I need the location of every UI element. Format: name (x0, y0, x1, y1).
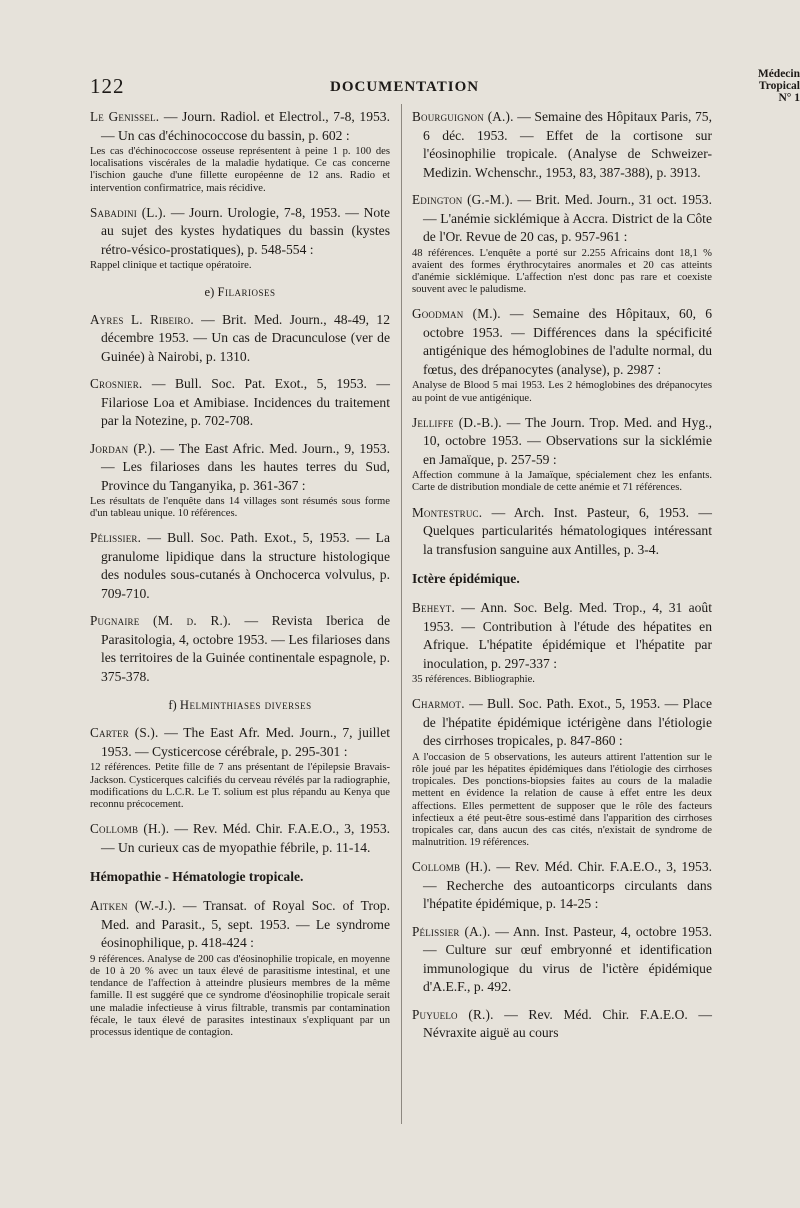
entry-reference: — Rev. Méd. Chir. F.A.E.O. — Névraxite aiguë au cours (423, 1006, 712, 1041)
bibliography-entry (412, 414, 712, 495)
entry-reference: — The Journ. Trop. Med. and Hyg., 10, octobre 1953. — Observations sur la sicklémie en Jamaïque, p. 257-59 : (423, 414, 712, 467)
right-column (412, 108, 712, 1052)
subsection-prefix: f) (168, 698, 180, 713)
entry-abstract: 48 références. L'enquête a porté sur 2.255 Africains dont 18,1 % avaient des formes érythrocytaires anormales et 20 cas atteints d'anémie sicklémique. L'affection n'est donc pas rare et coexiste souvent avec le paludisme. (412, 247, 712, 296)
entry-reference: — Journ. Radiol. et Electrol., 7-8, 1953. — Un cas d'échinococcose du bassin, p. 602 : (101, 109, 390, 143)
entry-author: Sabadini (L.). (90, 204, 167, 220)
entry-reference: — The East Afr. Med. Journ., 7, juillet 1953. — Cysticercose cérébrale, p. 295-301 : (101, 725, 391, 759)
entry-reference: — Bull. Soc. Path. Exot., 5, 1953. — Place de l'hépatite épidémique ictérigène dans l'étiologie des cirrhoses tropicales, p. 847-860 : (423, 696, 712, 749)
citation (412, 599, 712, 673)
bibliography-entry (412, 599, 712, 686)
entry-author: Montestruc. (412, 504, 483, 520)
page-number: 122 (90, 74, 125, 98)
citation (90, 529, 390, 603)
entry-author: Charmot. (412, 696, 465, 712)
page-header (0, 68, 800, 104)
subsection-title: Filarioses (217, 284, 276, 299)
column-divider (401, 104, 402, 1124)
citation (412, 414, 712, 470)
citation (412, 923, 712, 997)
citation (90, 375, 390, 431)
entry-author: Edington (G.-M.). (412, 192, 513, 207)
entry-abstract: 12 références. Petite fille de 7 ans présentant de l'épilepsie Bravais-Jackson. Cysticerques calcifiés du cerveau révélés par la radiographie, modifications du L.C.R. Le T. solium est plus répandu au Kenya que reconnu précocement. (90, 762, 390, 811)
bibliography-entry (90, 724, 390, 811)
entry-author: Crosnier. (90, 376, 143, 392)
bibliography-entry (90, 529, 390, 603)
subsection-title: Helminthiases diverses (179, 698, 312, 713)
margin-note-line: N° 1 (778, 92, 800, 104)
entry-reference: — The East Afric. Med. Journ., 9, 1953. — Les filarioses dans les hautes terres du Sud, Province du Tanganyika, p. 361-367 : (101, 440, 390, 493)
entry-reference: — Semaine des Hôpitaux, 60, 6 octobre 1953. — Différences dans la spécificité antigénique des hémoglobines de l'adulte normal, du fœtus, des drépanocytes (analyse), p. 2987 : (423, 306, 712, 377)
entry-author: Jordan (P.). (90, 440, 156, 456)
entry-abstract: Rappel clinique et tactique opératoire. (90, 260, 252, 272)
bibliography-entry (412, 923, 712, 997)
entry-reference: — Journ. Urologie, 7-8, 1953. — Note au sujet des kystes hydatiques du bassin (kystes rétro-vésico-prostatiques), p. 548-554 : (101, 204, 390, 257)
citation (90, 311, 390, 367)
section-heading: Hémopathie - Hématologie tropicale. (90, 869, 304, 885)
citation (90, 440, 390, 496)
entry-author: Pugnaire (M. d. R.). (90, 613, 232, 629)
running-title: DOCUMENTATION (330, 79, 480, 95)
left-column (90, 108, 390, 1048)
bibliography-entry (90, 440, 390, 521)
citation (90, 612, 390, 686)
entry-reference: — Bull. Soc. Path. Exot., 5, 1953. — La granulome lipidique dans la structure histologique des nodules sous-cutanés à Onchocerca volvulus, p. 709-710. (101, 530, 390, 601)
bibliography-entry (412, 504, 712, 560)
subsection-heading (90, 285, 390, 300)
bibliography-entry (90, 897, 390, 1039)
entry-reference: — Ann. Inst. Pasteur, 4, octobre 1953. — Culture sur œuf embryonné et identification immunologique du virus de l'ictère épidémique d'A.E.F., p. 492. (423, 923, 712, 995)
entry-abstract: 9 références. Analyse de 200 cas d'éosinophilie tropicale, en moyenne de 10 à 20 % avec un taux élevé de parasitisme intestinal, et une tendance de l'affection à atteindre plusieurs membres de la même famille. Il est suggéré que ce syndrome d'éosinophilie tropicale serait une maladie infectieuse à virus filtrable, transmis par contamination fécale, le taux élevé de parasites intestinaux s'expliquant par un processus identique de contagion. (90, 953, 390, 1038)
bibliography-entry (412, 1006, 712, 1043)
bibliography-entry (90, 311, 390, 367)
margin-note-line: Médecin (757, 68, 800, 80)
margin-note (734, 68, 800, 104)
entry-author: Collomb (H.). (90, 821, 170, 837)
citation (412, 858, 712, 914)
entry-reference: — Brit. Med. Journ., 31 oct. 1953. — L'anémie sicklémique à Accra. District de la Côte de l'Or. Revue de 20 cas, p. 957-961 : (423, 192, 712, 244)
bibliography-entry (90, 375, 390, 431)
citation (412, 305, 712, 379)
margin-note-line: Tropical (758, 80, 800, 92)
citation (90, 724, 390, 761)
entry-abstract: A l'occasion de 5 observations, les auteurs attirent l'attention sur le rôle joué par les hépatites épidémiques dans l'étiologie des cirrhoses tropicales. Des ponctions-biopsies faites au cours de la maladie mettent en évidence la relation de cause à effet entre les deux affections. Elles permettent de supposer que le rôle des facteurs infectieux a été peut-être sous-estimé dans l'apparition des cirrhoses tropicales car, dans aucun des cas cités, n'existait de syndrome de malnutrition. 19 références. (412, 751, 712, 849)
bibliography-entry (412, 191, 712, 296)
entry-author: Beheyt. (412, 600, 455, 616)
citation (412, 1006, 712, 1043)
citation (412, 504, 712, 560)
subsection-prefix: e) (204, 284, 218, 299)
entry-author: Collomb (H.). (412, 859, 492, 875)
citation (90, 108, 390, 145)
entry-abstract: 35 références. Bibliographie. (412, 674, 535, 686)
citation (90, 897, 390, 953)
entry-author: Carter (S.). (90, 725, 159, 741)
entry-author: Bourguignon (A.). (412, 109, 514, 124)
entry-reference: — Bull. Soc. Pat. Exot., 5, 1953. — Filariose Loa et Amibiase. Incidences du traitement par la Notezine, p. 702-708. (101, 376, 390, 429)
entry-author: Le Genissel. (90, 109, 160, 124)
subsection-heading (90, 698, 390, 713)
bibliography-entry (412, 108, 712, 182)
entry-abstract: Affection commune à la Jamaïque, spécialement chez les enfants. Carte de distribution mondiale de cette anémie et 71 références. (412, 470, 712, 494)
entry-reference: — Revista Iberica de Parasitologia, 4, octobre 1953. — Les filarioses dans les territoires de la Guinée continentale espagnole, p. 375-378. (101, 613, 390, 684)
citation (90, 820, 390, 857)
entry-abstract: Les cas d'échinococcose osseuse représentent à peine 1 p. 100 des localisations viscérales de la maladie hydatique. Ce cas concerne l'ischion gauche d'une fillette européenne de 12 ans. Radio et intervention confirmatrice, mais récidive. (90, 146, 390, 194)
bibliography-entry (412, 305, 712, 404)
entry-author: Puyuelo (R.). (412, 1006, 494, 1022)
entry-reference: — Transat. of Royal Soc. of Trop. Med. and Parasit., 5, sept. 1953. — Le syndrome éosinophilique, p. 418-424 : (101, 898, 391, 951)
entry-reference: — Arch. Inst. Pasteur, 6, 1953. — Quelques particularités hématologiques intéressant la transfusion sanguine aux Antilles, p. 3-4. (423, 504, 712, 557)
entry-reference: — Brit. Med. Journ., 48-49, 12 décembre 1953. — Un cas de Dracunculose (ver de Guinée) à Nairobi, p. 1310. (101, 311, 391, 364)
citation (412, 108, 712, 182)
bibliography-entry (412, 695, 712, 849)
entry-reference: — Rev. Méd. Chir. F.A.E.O., 3, 1953. — Recherche des autoanticorps circulants dans l'hépatite épidémique, p. 14-25 : (423, 859, 713, 912)
bibliography-entry (90, 820, 390, 857)
entry-author: Pélissier (A.). (412, 923, 491, 939)
citation (412, 191, 712, 247)
bibliography-entry (412, 858, 712, 914)
entry-reference: — Semaine des Hôpitaux Paris, 75, 6 déc. 1953. — Effet de la cortisone sur l'éosinophilie tropicale. (Analyse de Schweizer-Medizin. Wchenschr., 1953, 83, 387-388), p. 3913. (423, 109, 712, 180)
entry-author: Pélissier. (90, 530, 142, 546)
section-heading: Ictère épidémique. (412, 571, 520, 587)
citation (412, 695, 712, 751)
bibliography-entry (90, 612, 390, 686)
bibliography-entry (90, 108, 390, 195)
citation (90, 204, 390, 260)
bibliography-entry (90, 204, 390, 273)
entry-author: Goodman (M.). (412, 306, 501, 322)
entry-reference: — Ann. Soc. Belg. Med. Trop., 4, 31 août 1953. — Contribution à l'étude des hépatites en Afrique. L'hépatite épidémique et l'hépatite par inoculation, p. 297-337 : (423, 600, 712, 671)
entry-reference: — Rev. Méd. Chir. F.A.E.O., 3, 1953. — Un curieux cas de myopathie fébrile, p. 11-14. (101, 821, 391, 855)
entry-author: Jelliffe (D.-B.). (412, 414, 502, 430)
entry-abstract: Les résultats de l'enquête dans 14 villages sont résumés sous forme d'un tableau unique. 10 références. (90, 496, 390, 520)
entry-author: Ayres L. Ribeiro. (90, 311, 194, 327)
entry-author: Aitken (W.-J.). (90, 898, 176, 914)
entry-abstract: Analyse de Blood 5 mai 1953. Les 2 hémoglobines des drépanocytes au point de vue antigénique. (412, 380, 712, 404)
